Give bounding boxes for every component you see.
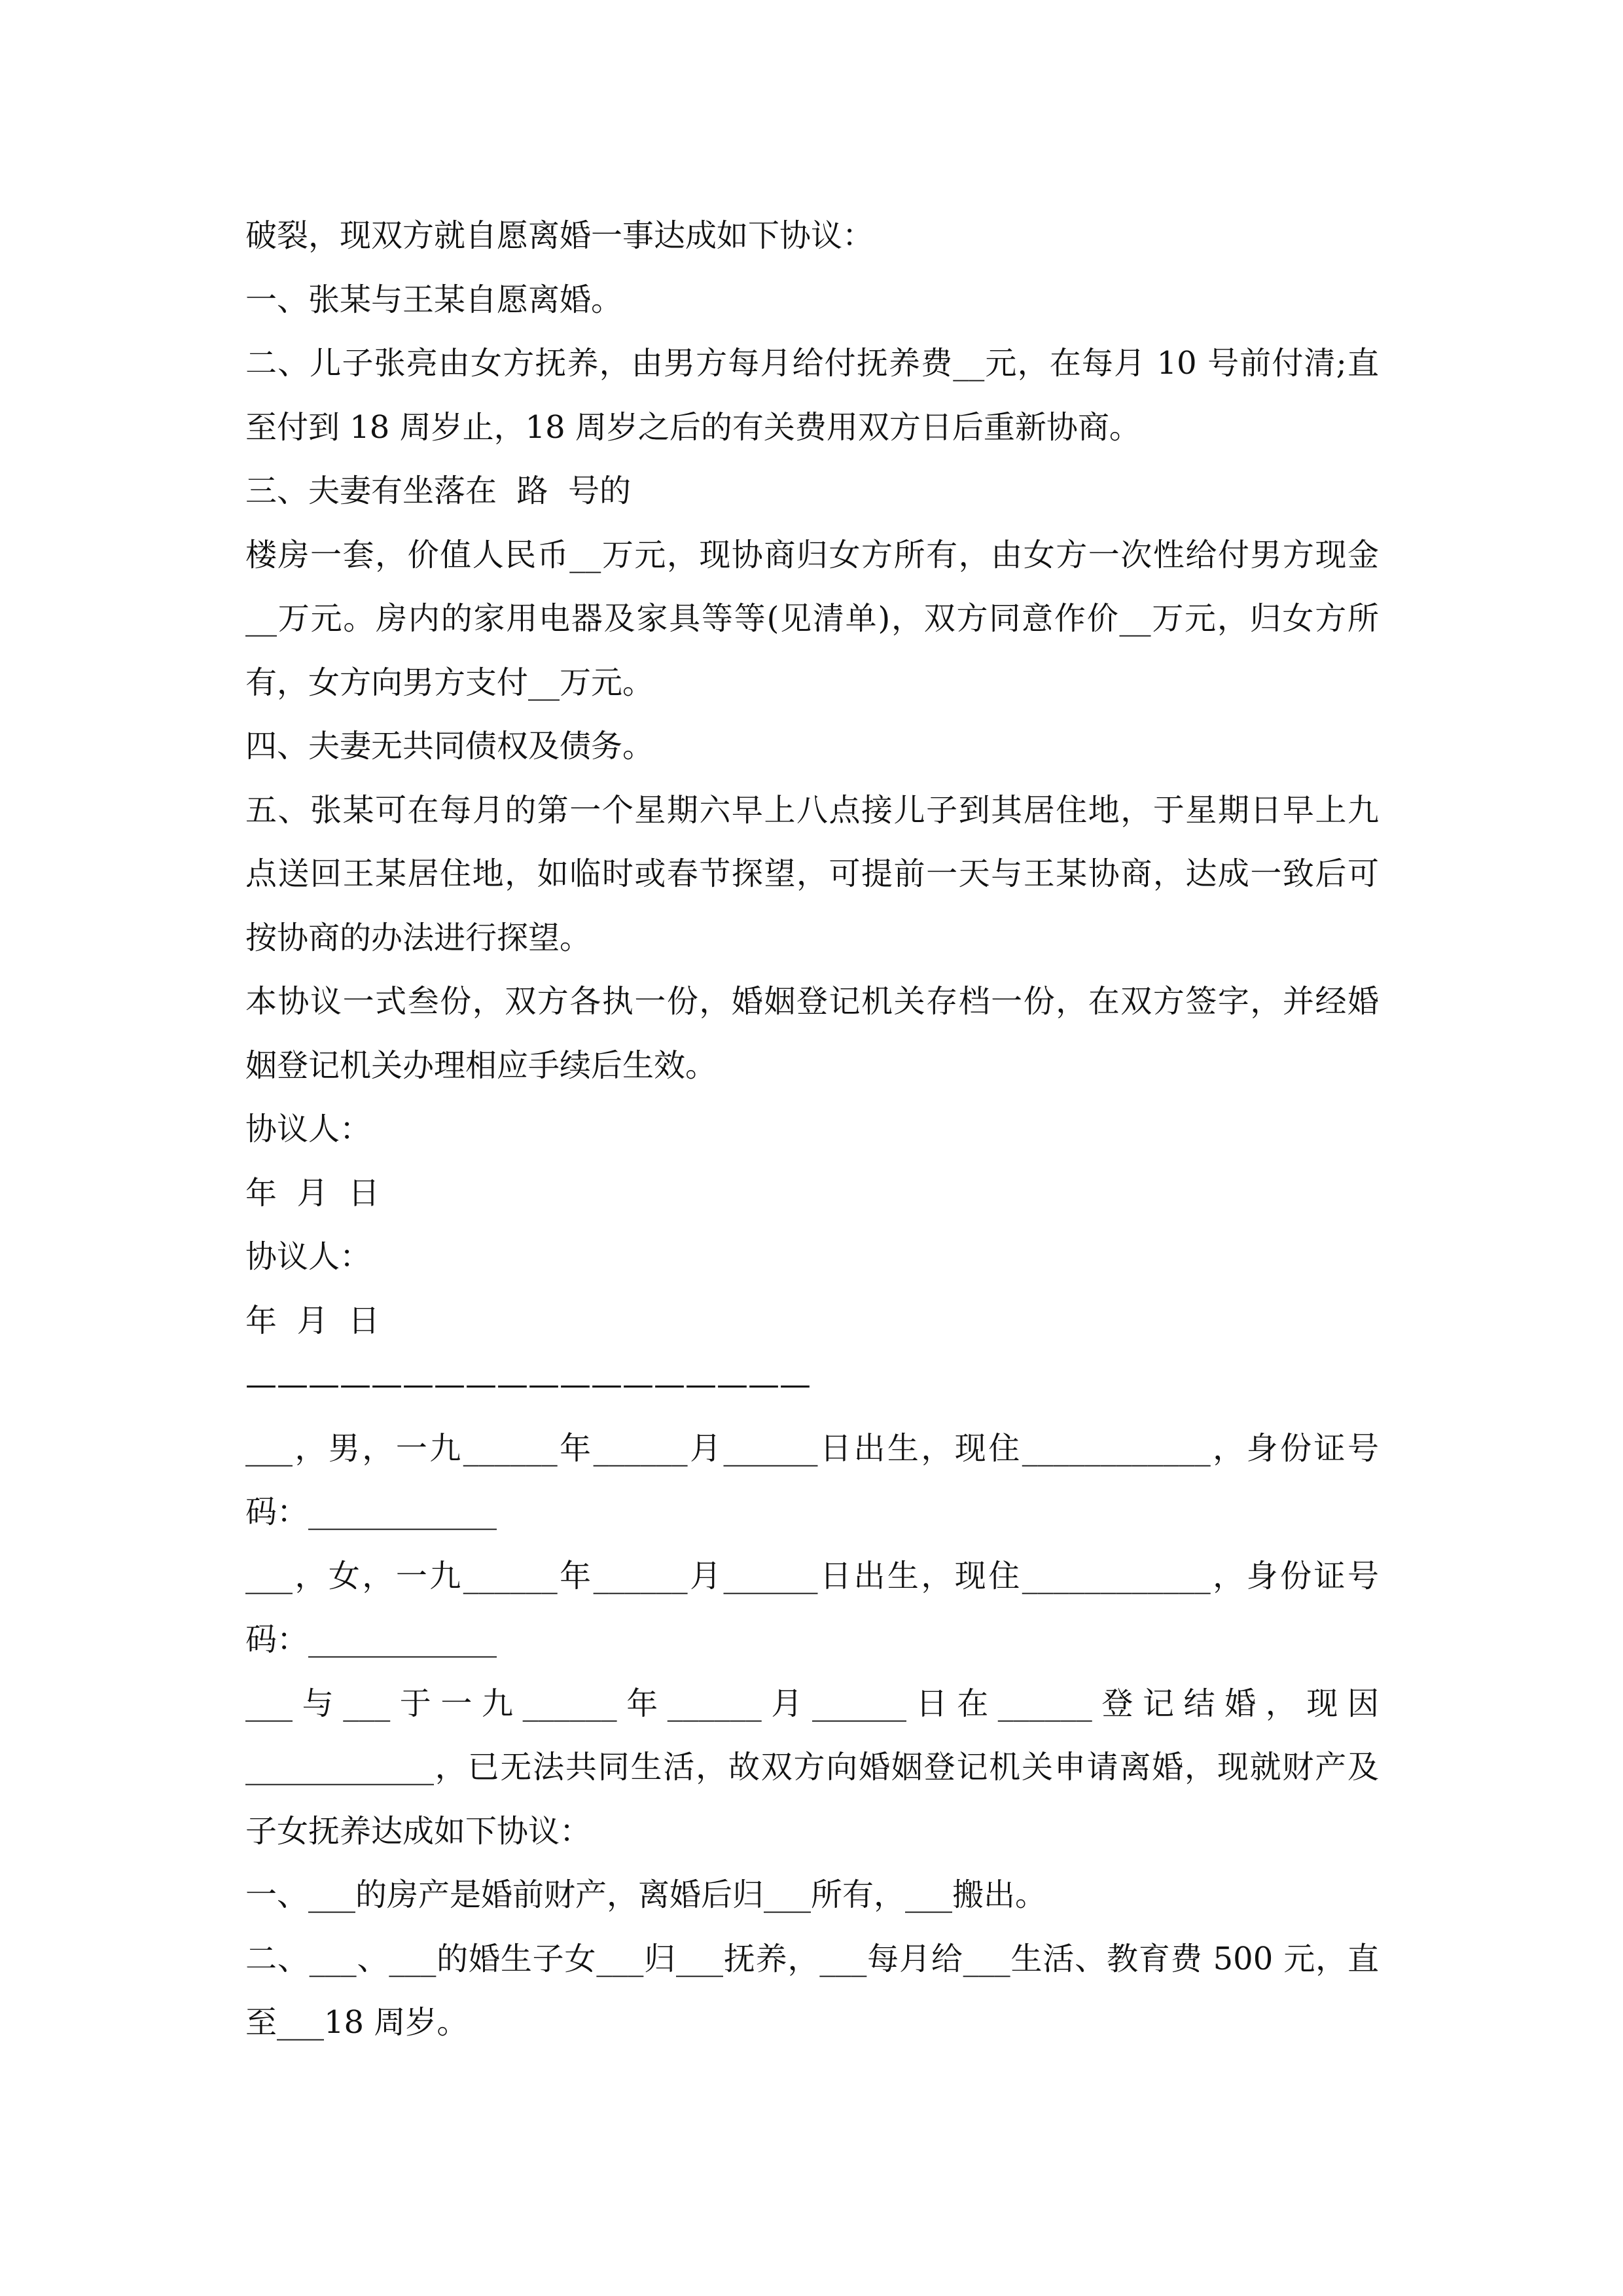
section-divider: —————————————————— bbox=[245, 1366, 811, 1403]
text-line: 一、张某与王某自愿离婚。 bbox=[245, 281, 623, 318]
text-line: 有，女方向男方支付__万元。 bbox=[245, 664, 654, 701]
text-line: 子女抚养达成如下协议： bbox=[245, 1812, 592, 1850]
text-line: 至___18 周岁。 bbox=[245, 2004, 469, 2041]
text-line: 点送回王某居住地，如临时或春节探望，可提前一天与王某协商，达成一致后可 bbox=[245, 855, 1379, 892]
text-line: ___，女，一九______年______月______日出生，现住____________，身份证号 bbox=[245, 1557, 1379, 1594]
text-line: ____________，已无法共同生活，故双方向婚姻登记机关申请离婚，现就财产及 bbox=[245, 1749, 1379, 1785]
text-line: 二、儿子张亮由女方抚养，由男方每月给付抚养费__元，在每月 10 号前付清;直 bbox=[245, 345, 1379, 382]
text-line: 破裂，现双方就自愿离婚一事达成如下协议： bbox=[245, 217, 874, 254]
text-line: 二、___、___的婚生子女___归___抚养，___每月给___生活、教育费 500 元，直 bbox=[245, 1940, 1379, 1977]
date-line: 年 月 日 bbox=[245, 1302, 380, 1339]
text-line: 三、夫妻有坐落在 路 号的 bbox=[245, 473, 632, 509]
text-line: 至付到 18 周岁止，18 周岁之后的有关费用双方日后重新协商。 bbox=[245, 408, 1141, 446]
date-line: 年 月 日 bbox=[245, 1174, 380, 1211]
text-line: 一、___的房产是婚前财产，离婚后归___所有，___搬出。 bbox=[245, 1876, 1047, 1913]
text-line: 四、夫妻无共同债权及债务。 bbox=[245, 728, 654, 764]
text-line: 按协商的办法进行探望。 bbox=[245, 919, 592, 956]
text-line: 五、张某可在每月的第一个星期六早上八点接儿子到其居住地，于星期日早上九 bbox=[245, 791, 1379, 829]
text-line: 码：____________ bbox=[245, 1621, 497, 1658]
text-line: ___，男，一九______年______月______日出生，现住____________，身份证号 bbox=[245, 1429, 1379, 1467]
text-line: ___与___于一九______年______月______日在______登记结婚，现因 bbox=[245, 1685, 1379, 1722]
document-body bbox=[245, 204, 1379, 2055]
text-line: 码：____________ bbox=[245, 1494, 497, 1530]
signatory-label: 协议人： bbox=[245, 1238, 372, 1275]
text-line: 本协议一式叁份，双方各执一份，婚姻登记机关存档一份，在双方签字，并经婚 bbox=[245, 983, 1379, 1020]
text-line: __万元。房内的家用电器及家具等等(见清单)，双方同意作价__万元，归女方所 bbox=[245, 600, 1379, 637]
text-line: 姻登记机关办理相应手续后生效。 bbox=[245, 1047, 717, 1084]
text-line: 楼房一套，价值人民币__万元，现协商归女方所有，由女方一次性给付男方现金 bbox=[245, 536, 1379, 573]
signatory-label: 协议人： bbox=[245, 1111, 372, 1147]
